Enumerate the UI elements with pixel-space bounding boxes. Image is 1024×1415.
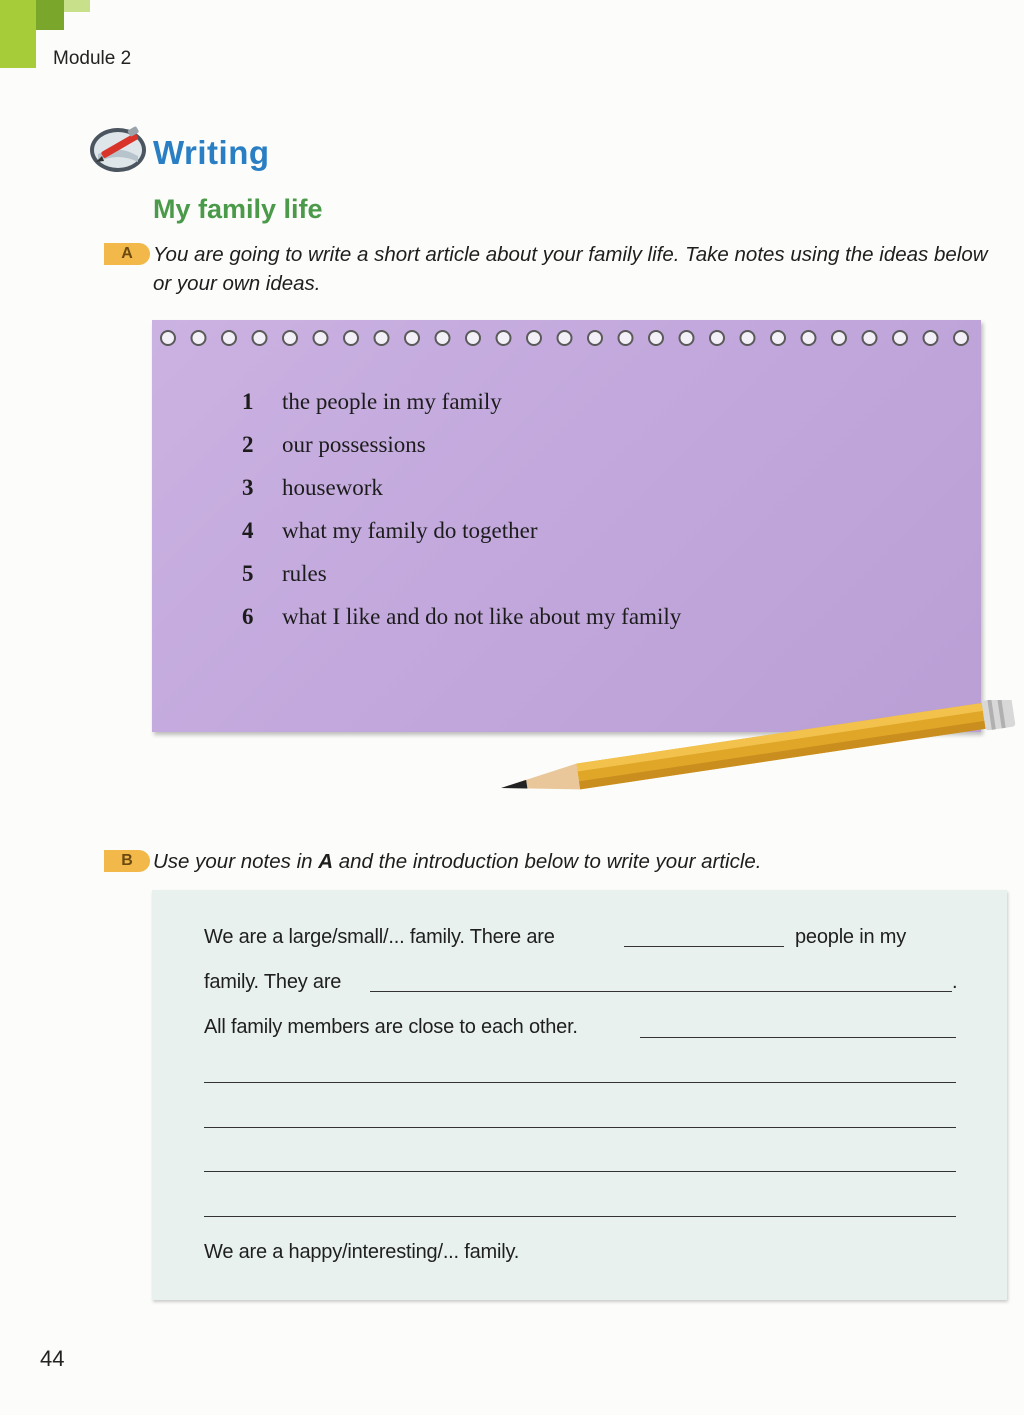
task-a-instruction: You are going to write a short article about your family life. Take notes using the ideas below or your own ideas.	[153, 243, 988, 295]
notepad-hole	[954, 331, 968, 345]
task-a-badge: A	[104, 243, 150, 265]
frame-closing-text: We are a happy/interesting/... family.	[204, 1241, 520, 1263]
task-b-badge: B	[104, 850, 150, 872]
writing-line[interactable]	[204, 1171, 956, 1172]
instruction-text: and the introduction below to write your article.	[333, 850, 762, 873]
answer-blank[interactable]	[640, 1037, 956, 1038]
notepad-hole	[558, 331, 572, 345]
notepad-hole	[680, 331, 694, 345]
notepad-hole	[710, 331, 724, 345]
notepad-hole	[405, 331, 419, 345]
notepad-hole	[802, 331, 816, 345]
task-b-instruction	[153, 847, 993, 876]
notepad-hole	[253, 331, 267, 345]
notepad-hole	[161, 331, 175, 345]
notepad-hole	[893, 331, 907, 345]
pencil-book-icon	[88, 122, 148, 174]
frame-line1-text: We are a large/small/... family. There are	[204, 926, 555, 948]
note-number: 4	[242, 518, 254, 543]
section-subheading: My family life	[153, 194, 323, 224]
section-heading: Writing	[153, 134, 270, 171]
note-text: our possessions	[282, 432, 426, 457]
note-item	[242, 386, 681, 429]
frame-line1-end: people in my	[795, 926, 906, 948]
notepad-hole	[832, 331, 846, 345]
instruction-emphasis: A	[318, 850, 334, 873]
module-label: Module 2	[53, 48, 132, 69]
note-text: what I like and do not like about my family	[282, 604, 682, 629]
notepad-hole	[649, 331, 663, 345]
note-item	[242, 515, 681, 558]
note-number: 2	[242, 432, 254, 457]
note-number: 1	[242, 389, 254, 414]
answer-blank[interactable]	[370, 991, 952, 992]
notepad-hole	[344, 331, 358, 345]
note-number: 6	[242, 604, 254, 629]
notepad-hole	[436, 331, 450, 345]
corner-decoration	[36, 0, 64, 30]
notepad-hole	[924, 331, 938, 345]
instruction-text: Use your notes in	[153, 850, 319, 873]
notepad-holes	[158, 328, 978, 348]
notepad-hole	[314, 331, 328, 345]
corner-decoration	[64, 0, 90, 12]
page-number: 44	[40, 1346, 65, 1371]
notepad-hole	[466, 331, 480, 345]
notepad-hole	[619, 331, 633, 345]
answer-box	[152, 890, 1007, 1300]
writing-line[interactable]	[204, 1082, 956, 1083]
frame-line3-text: All family members are close to each other.	[204, 1016, 578, 1038]
writing-line[interactable]	[204, 1127, 956, 1128]
corner-decoration	[0, 0, 36, 68]
note-number: 3	[242, 475, 254, 500]
note-text: what my family do together	[282, 518, 538, 543]
note-item	[242, 601, 681, 644]
writing-line[interactable]	[204, 1216, 956, 1217]
frame-line2-text: family. They are	[204, 971, 342, 993]
notepad-hole	[588, 331, 602, 345]
notepad-hole	[527, 331, 541, 345]
notepad-hole	[741, 331, 755, 345]
note-text: the people in my family	[282, 389, 502, 414]
notepad-hole	[222, 331, 236, 345]
note-item	[242, 472, 681, 515]
notepad-hole	[863, 331, 877, 345]
note-item	[242, 558, 681, 601]
notepad-hole	[192, 331, 206, 345]
pencil-icon	[498, 700, 1024, 796]
notepad-hole	[375, 331, 389, 345]
answer-blank[interactable]	[624, 946, 784, 947]
notepad-hole	[771, 331, 785, 345]
frame-line2-end: .	[952, 971, 958, 993]
note-text: rules	[282, 561, 327, 586]
notes-list	[242, 386, 681, 644]
notepad-hole	[497, 331, 511, 345]
note-text: housework	[282, 475, 383, 500]
note-number: 5	[242, 561, 254, 586]
notepad-hole	[283, 331, 297, 345]
note-item	[242, 429, 681, 472]
